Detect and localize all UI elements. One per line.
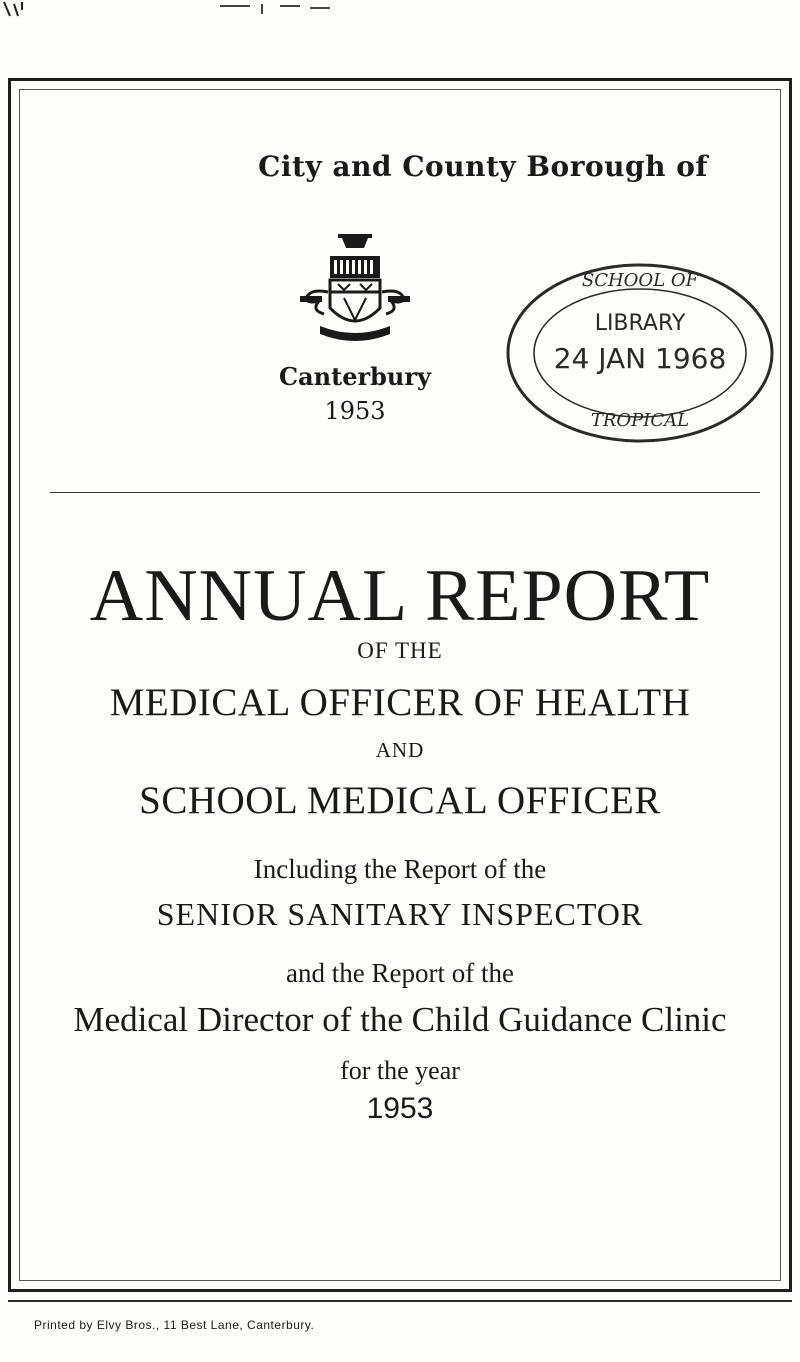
header-divider bbox=[50, 492, 760, 493]
borough-heading-text: City and County Borough of bbox=[258, 150, 708, 183]
crest-year: 1953 bbox=[324, 397, 386, 425]
senior-sanitary-inspector-line: SENIOR SANITARY INSPECTOR bbox=[156, 896, 644, 932]
report-year: 1953 bbox=[366, 1092, 434, 1125]
school-medical-officer-line: SCHOOL MEDICAL OFFICER bbox=[139, 779, 661, 822]
library-received-stamp-icon bbox=[500, 258, 780, 448]
stamp-bottom-text: TROPICAL bbox=[590, 410, 690, 431]
medical-director-line: Medical Director of the Child Guidance Clinic bbox=[73, 1000, 727, 1039]
crest-place: Canterbury bbox=[279, 362, 431, 391]
borough-heading bbox=[0, 150, 800, 183]
coat-of-arms-icon bbox=[290, 230, 420, 350]
report-title: ANNUAL REPORT bbox=[89, 555, 711, 637]
medical-officer-of-health-line: MEDICAL OFFICER OF HEALTH bbox=[109, 681, 691, 724]
stamp-library-text: LIBRARY bbox=[594, 311, 686, 336]
and-line: AND bbox=[375, 738, 425, 762]
stamp-top-text: SCHOOL OF bbox=[581, 270, 699, 291]
including-report-line: Including the Report of the bbox=[253, 854, 547, 884]
crest-caption bbox=[255, 360, 455, 428]
for-the-year-line: for the year bbox=[340, 1056, 460, 1085]
of-the-line: OF THE bbox=[357, 638, 443, 663]
and-report-line: and the Report of the bbox=[286, 958, 514, 988]
printer-imprint: Printed by Elvy Bros., 11 Best Lane, Canterbury. bbox=[34, 1318, 315, 1332]
bottom-border-line bbox=[8, 1300, 792, 1302]
top-edge-marks bbox=[0, 0, 800, 20]
stamp-date-text: 24 JAN 1968 bbox=[553, 342, 727, 375]
